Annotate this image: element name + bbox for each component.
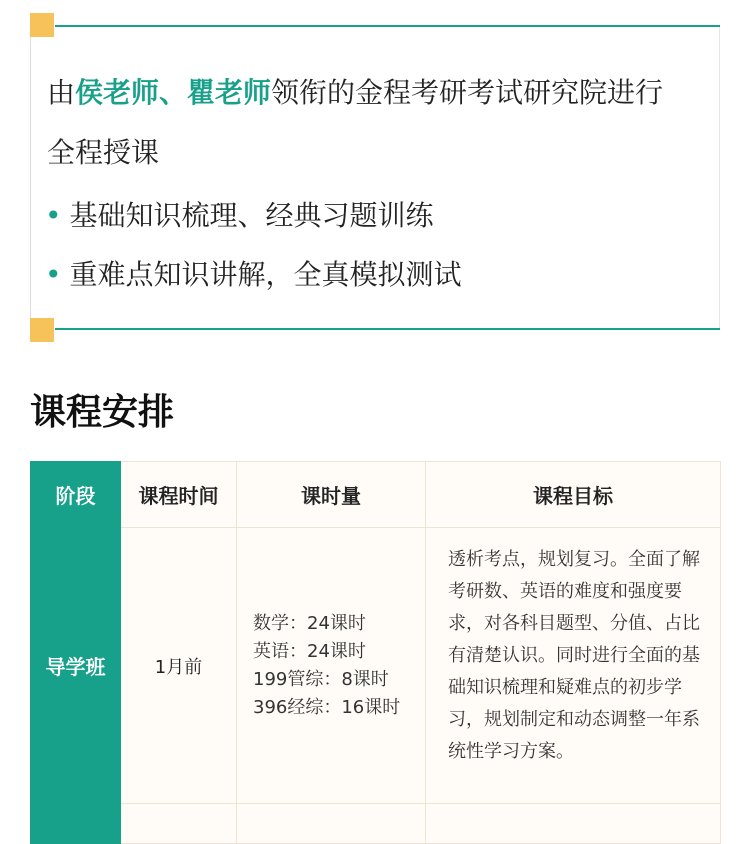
intro-line2: 全程授课 <box>47 136 160 169</box>
header-stage: 阶段 <box>31 462 121 528</box>
hours-cell <box>237 804 426 844</box>
time-cell <box>121 804 237 844</box>
corner-decoration-bottom <box>30 318 54 342</box>
table-row <box>31 804 721 844</box>
bullet-dot-icon: • <box>45 199 62 232</box>
intro-suffix: 领衔的金程考研考试研究院进行 <box>271 76 664 109</box>
intro-prefix: 由 <box>47 76 76 109</box>
goal-cell <box>426 804 721 844</box>
hours-cell <box>237 528 426 804</box>
corner-decoration-top <box>30 13 54 37</box>
divider-top <box>55 25 720 27</box>
hours-line: 199管综：8课时 <box>253 668 389 690</box>
stage-cell <box>31 804 121 844</box>
hours-line: 396经综：16课时 <box>253 696 401 718</box>
schedule-table <box>30 461 721 844</box>
table-row <box>31 528 721 804</box>
divider-bottom <box>55 328 720 330</box>
hours-line: 数学：24课时 <box>253 612 366 634</box>
intro-box <box>30 25 720 330</box>
stage-cell: 导学班 <box>31 528 121 804</box>
bullet-text: 重难点知识讲解，全真模拟测试 <box>69 258 462 291</box>
section-title: 课程安排 <box>30 392 175 433</box>
time-cell: 1月前 <box>121 528 237 804</box>
intro-paragraph <box>47 63 707 183</box>
bullet-text: 基础知识梳理、经典习题训练 <box>69 199 434 232</box>
header-hours: 课时量 <box>237 462 426 528</box>
hours-line: 英语：24课时 <box>253 640 366 662</box>
goal-cell: 透析考点，规划复习。全面了解考研数、英语的难度和强度要求，对各科目题型、分值、占比有清楚认识。同时进行全面的基础知识梳理和疑难点的初步学习，规划制定和动态调整一年系统性学习方案。 <box>426 528 721 804</box>
header-goal: 课程目标 <box>426 462 721 528</box>
bullet-dot-icon: • <box>45 258 62 291</box>
bullet-item <box>45 196 434 236</box>
header-time: 课程时间 <box>121 462 237 528</box>
bullet-item <box>45 255 462 295</box>
intro-teachers: 侯老师、瞿老师 <box>75 76 272 109</box>
table-header-row <box>31 462 721 528</box>
